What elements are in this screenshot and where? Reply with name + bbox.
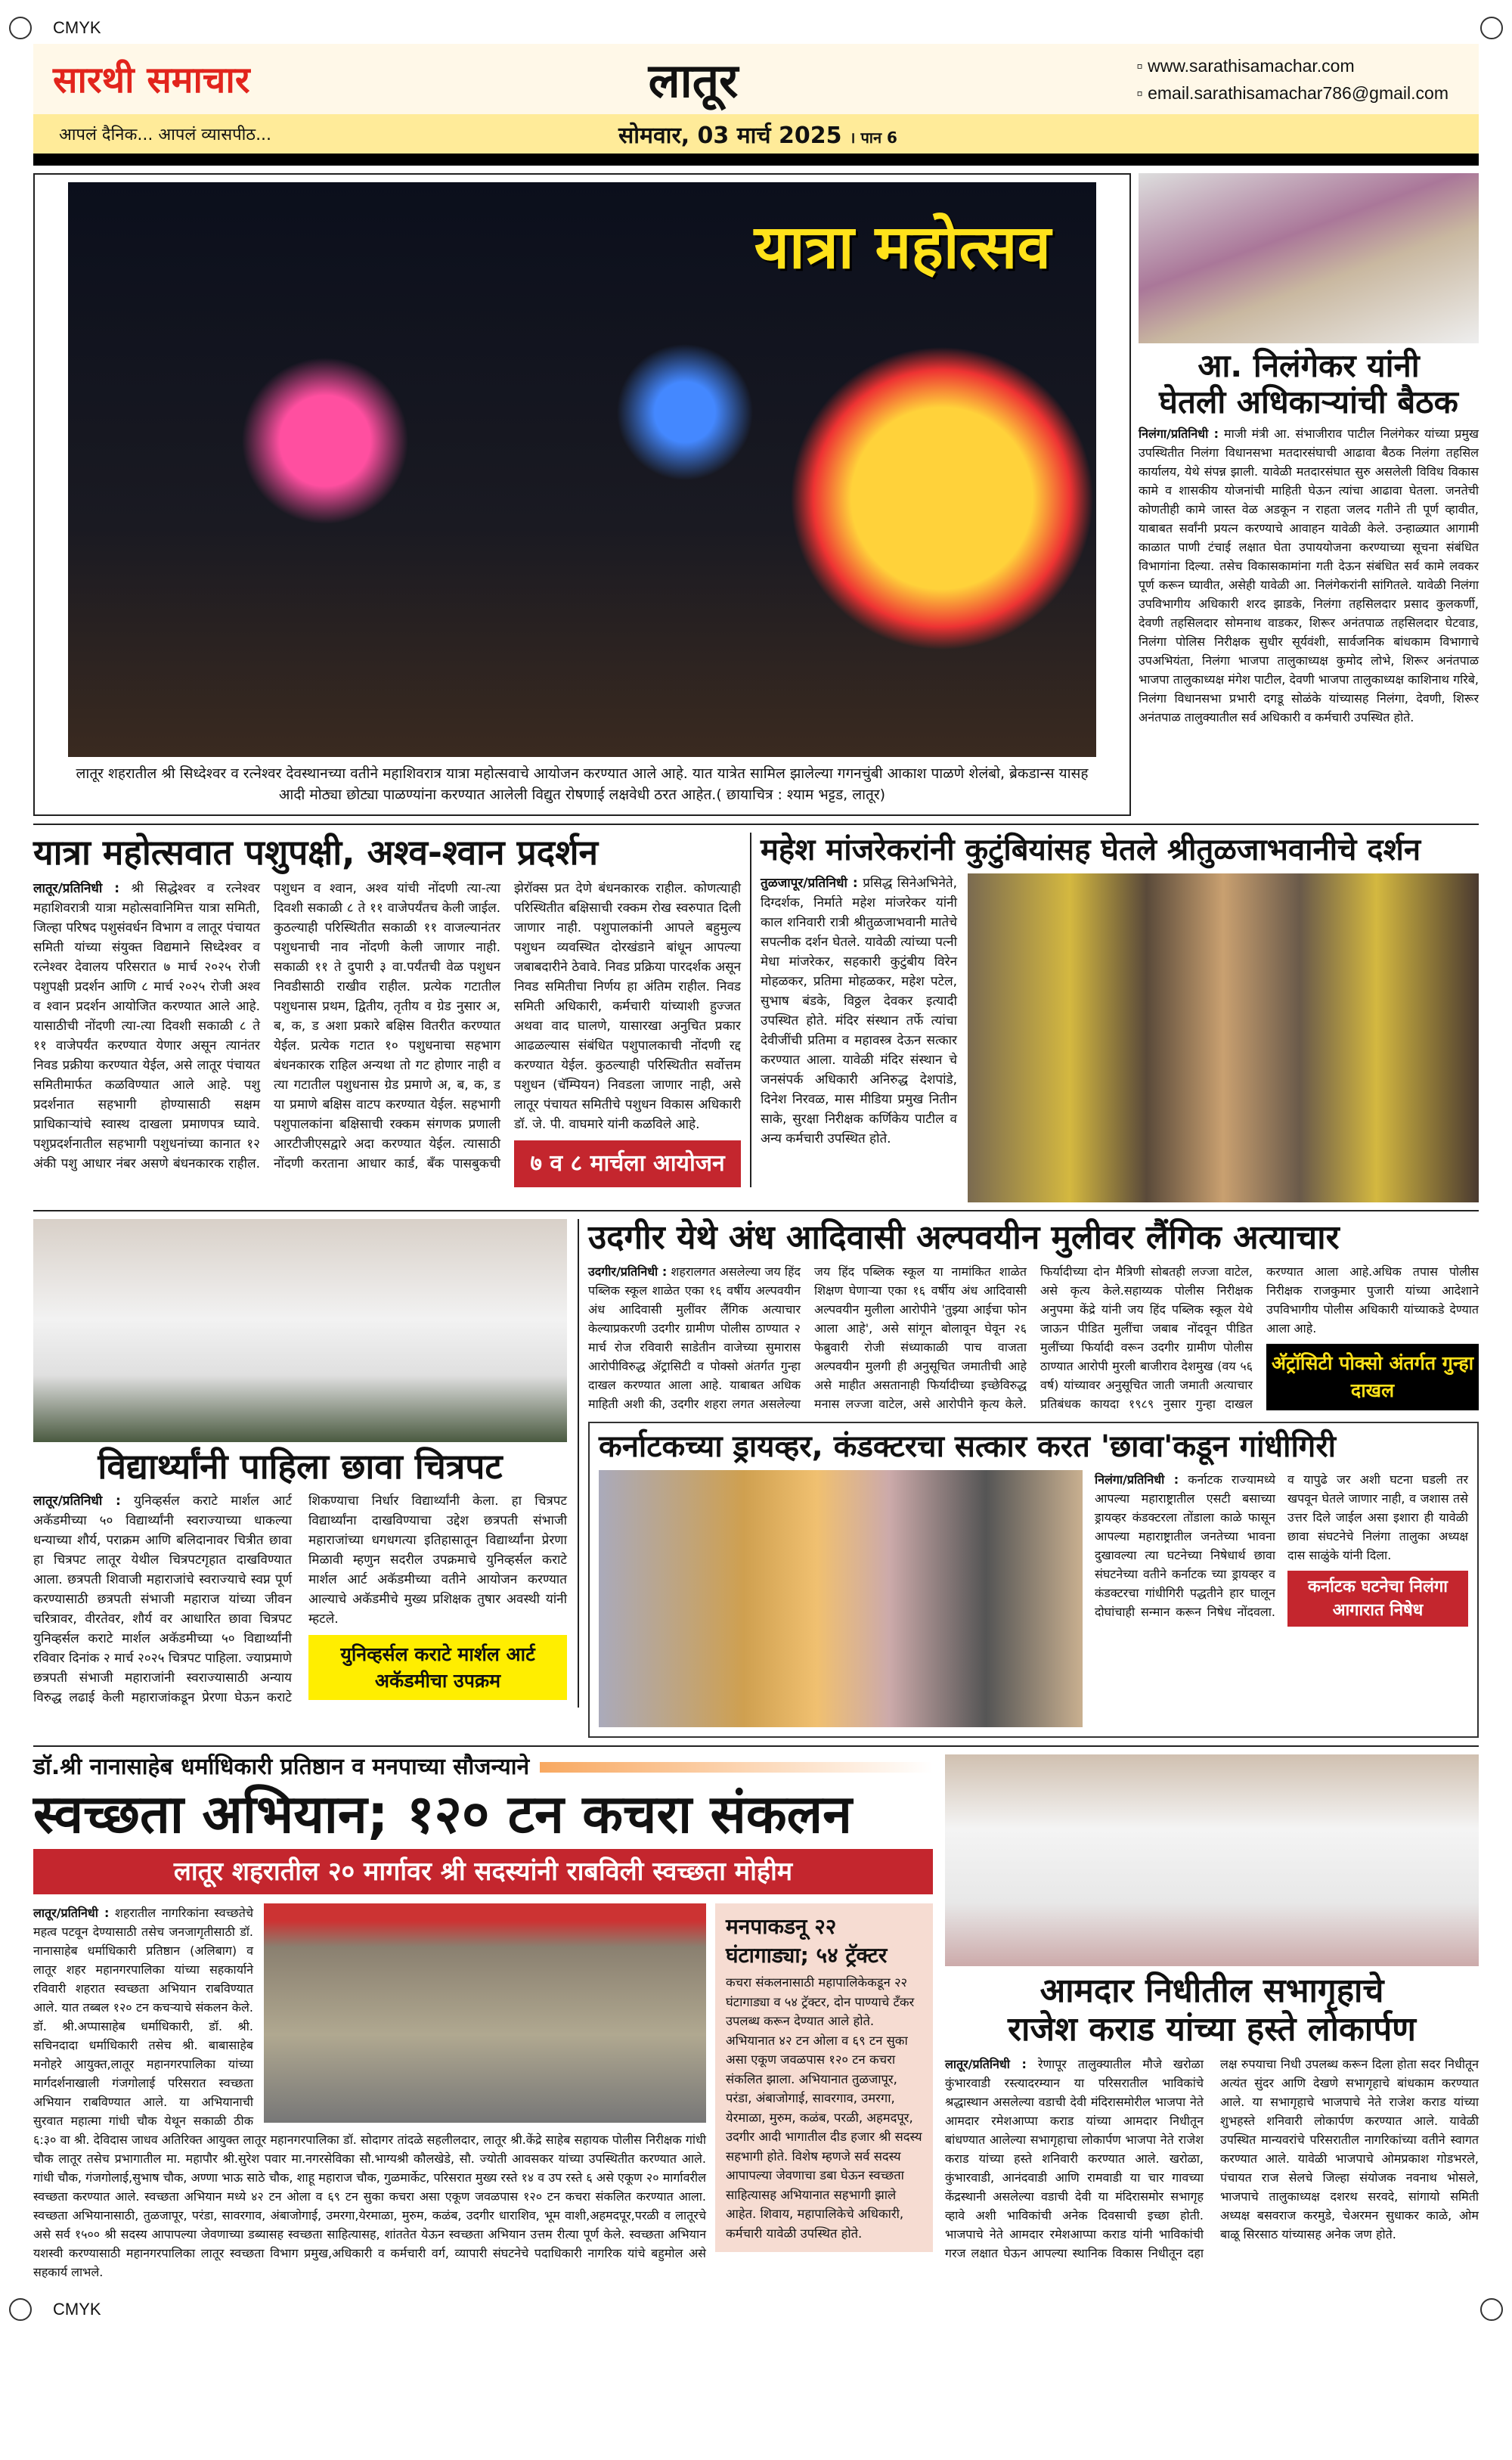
- box-text: कचरा संकलनासाठी महापालिकेकडून २२ घंटागाड्या व ५४ ट्रॅक्टर, दोन पाण्याचे टँकर उपलब्ध करून देण्यात आले होते. अभियानात ४२ टन ओला व ६९ टन सुका असा एकूण जवळपास १२० टन कचरा संकलित झाला. अभियानात तुळजापूर, परंडा, अंबाजोगाई, सावरगाव, उमरगा, येरमाळा, मुरुम, कळंब, परळी, अहमदपूर, उदगीर आदी भागातील दीड हजार श्री सदस्य सहभागी होते. विशेष म्हणजे सर्व सदस्य आपापल्या जेवणाचा डबा घेऊन स्वच्छता साहित्यासह अभियानात सहभागी झाले आहेत. शिवाय, महापालिकेचे अधिकारी, कर्मचारी यावेळी उपस्थित होते.: [726, 1975, 922, 2241]
- article-text: माजी मंत्री आ. संभाजीराव पाटील निलंगेकर यांच्या प्रमुख उपस्थितीत निलंगा विधानसभा मतदारसंघाची आढावा बैठक निलंगा तहसिल कार्यालय, येथे संपन्न झाली. यावेळी मतदारसंघात सुरु असलेली विविध विकास कामे व शासकीय योजनांची माहिती घेऊन त्यांचा आढावा घेतला. जनतेची कोणतीही कामे जास्त वेळ अडकून न राहता जलद गतीने ती पूर्ण व्हावीत, याबाबत सर्वांनी प्रयत्न करण्याचे आवाहन यावेळी केले. उन्हाळ्यात आगामी काळात पाणी टंचाई लक्षात घेता उपाययोजना करण्याच्या सूचना संबंधित विभागांना दिल्या. तसेच विकासकामांना गती देऊन संबंधित सर्व कामे लवकर पूर्ण करून घ्यावीत, असेही यावेळी आ. निलंगेकरांनी सांगितले. यावेळी निलंगा उपविभागीय अधिकारी शरद झाडके, निलंगा तहसिलदार प्रसाद कुलकर्णी, देवणी तहसिलदार सोमनाथ वाडकर, शिरूर अनंतपाळ तहसिलदार घेटवाड, निलंगा पोलिस निरीक्षक सुधीर सूर्यवंशी, सार्वजनिक बांधकाम विभागाचे उपअभियंता, निलंगा भाजपा तालुकाध्यक्ष कुमोद लोभे, शिरूर अनंतपाळ भाजपा तालुकाध्यक्ष मंगेश पाटील, देवणी भाजपा तालुकाध्यक्ष काशिनाथ गरिबे, निलंगा विधानसभा प्रभारी दगडू सोळंके यांच्यासह निलंगा, देवणी, शिरूर अनंतपाळ तालुक्यातील सर्व अधिकारी व कर्मचारी उपस्थित होते.: [1139, 426, 1479, 724]
- headline: कर्नाटकच्या ड्रायव्हर, कंडक्टरचा सत्कार करत 'छावा'कडून गांधीगिरी: [599, 1429, 1337, 1465]
- article-body: [1095, 1470, 1468, 1628]
- subheadline-banner: लातूर शहरातील २० मार्गावर श्री सदस्यांनी राबविली स्वच्छता मोहीम: [33, 1849, 933, 1894]
- article-text: शहरातील नागरिकांना स्वच्छतेचे महत्व पटवून देण्यासाठी तसेच जनजागृतीसाठी डॉ. नानासाहेब धर्माधिकारी प्रतिष्ठान (अलिबाग) व लातूर शहर महानगरपालिका यांच्या सहकार्याने रविवारी शहरात स्वच्छता अभियान राबविण्यात आले. यात तब्बल १२० टन कचऱ्याचे संकलन केले. डॉ. श्री.अप्पासाहेब धर्माधिकारी, डॉ. श्री. सचिनदादा धर्माधिकारी तसेच श्री. बाबासाहेब मनोहरे आयुक्त,लातूर महानगरपालिका यांच्या मार्गदर्शनाखाली गंजगोलाई परिसरात स्वच्छता अभियान राबविण्यात आले. या अभियानाची सुरवात महात्मा गांधी चौक येथून सकाळी ठीक ६:३० वा श्री. देविदास जाधव अतिरिक्त आयुक्त लातूर महानगरपालिका डॉ. सोदागर तांदळे सहलीलदार, लातूर श्री.केंद्रे साहेब सहायक पोलीस निरीक्षक गांधी चौक लातूर तसेच प्रभागातील मा. महापौर श्री.सुरेश पवार मा.नगरसेविका सौ.भाग्यश्री कौलखेडे, सौ. ज्योती आवसकर यांच्या उपस्थितीत करण्यात आले. गांधी चौक, गंजगोलाई,सुभाष चौक, अण्णा भाऊ साठे चौक, शाहू महाराज चौक, गुळमार्केट, परिसरात मुख्य रस्ते १४ व उप रस्ते ६ असे एकूण २० मार्गावरील स्वच्छता करण्यात आले. स्वच्छता अभियान मध्ये ४२ टन ओला व ६९ टन सुका कचरा असा एकूण जवळपास १२० टन कचरा संकलित करण्यात आला. स्वच्छता अभियानासाठी, तुळजापूर, परंडा, सावरगाव, अंबाजोगाई, उमरगा,येरमाळा, मुरुम, कळंब, उदगीर धाराशिव, भूम वाशी,अहमदपूर,परळी व लातूरचे असे सर्व १५०० श्री सदस्य आपापल्या जेवणाच्या डब्यासह स्वच्छता साहित्यासह, शांततेत येऊन स्वच्छता अभियान उत्तम रीत्या पूर्ण केले. स्वच्छता अभियान यशस्वी करण्यासाठी महानगरपालिका लातूर स्वच्छता विभाग प्रमुख,अधिकारी व कर्मचारी वर्ग, व्यापारी संघटनेचे पदाधिकारी नागरिक यांचे बहुमोल असे सहकार्य लाभले.: [33, 1906, 706, 2280]
- dateline: तुळजापूर/प्रतिनिधी :: [761, 876, 858, 891]
- headline: उदगीर येथे अंध आदिवासी अल्पवयीन मुलीवर लैंगिक अत्याचार: [588, 1218, 1340, 1257]
- contact-block: [1137, 52, 1448, 107]
- cmyk-mark: CMYK: [53, 18, 101, 37]
- website-link[interactable]: www.sarathisamachar.com: [1148, 55, 1355, 76]
- dateline: लातूर/प्रतिनिधी :: [945, 2057, 1027, 2072]
- article-content: [761, 873, 1479, 1202]
- decorative-bar: [540, 1762, 933, 1773]
- date-text: सोमवार, 03 मार्च 2025: [618, 122, 842, 149]
- dateline: लातूर/प्रतिनिधी :: [33, 1493, 121, 1509]
- article-text: रेणापूर तालुक्यातील मौजे खरोळा कुंभारवाडी रस्त्यादरम्यान या परिसरातील भाविकांचे श्रद्धास्थान असलेल्या वडाची देवी मंदिरासमोरील भाजपा नेते आमदार रमेशआप्पा कराड यांच्या आमदार निधीतून बांधण्यात आलेल्या सभागृहाचा लोकार्पण भाजपा नेते राजेश कराड यांच्या हस्ते शनिवारी करण्यात आले. खरोळा, कुंभारवाडी, आनंदवाडी आणि रामवाडी या चार गावच्या केंद्रस्थानी असलेल्या वडाची देवी या मंदिरासमोर सभागृह व्हावे अशी भाविकांची अनेक दिवसाची इच्छा होती. भाजपाचे नेते आमदार रमेशआप्पा कराड यांनी भाविकांची गरज लक्षात घेऊन आपल्या स्थानिक विकास निधीतून दहा लक्ष रुपयाचा निधी उपलब्ध करून दिला होता सदर निधीतून अत्यंत सुंदर आणि देखणे सभागृहाचे बांधकाम करण्यात आले. या सभागृहाचे भाजपाचे नेते राजेश कराड यांच्या शुभहस्ते शनिवारी लोकार्पण करण्यात आले. यावेळी उपस्थित मान्यवरांचे परिसरातील नागरिकांच्या वतीने स्वागत करण्यात आले. यावेळी भाजपाचे ओमप्रकाश गोडभरले, पंचायत राज सेलचे जिल्हा संयोजक नवनाथ भोसले, भाजपाचे तालुकाध्यक्ष दशरथ सरवदे, सांगायो समिती अध्यक्ष बसवराज करमुडे, चेअरमन सुधाकर काळे, ओम बाळू सिरसाठ यांच्यासह अनेक जण होते.: [945, 2057, 1479, 2261]
- row-three: [33, 1219, 1479, 1738]
- swachhata-article: [33, 1754, 933, 2282]
- row-four: [33, 1754, 1479, 2282]
- newspaper-page: [33, 44, 1479, 2282]
- sidebar-box: [715, 1903, 933, 2252]
- bullet-icon: ▫: [1136, 82, 1148, 103]
- article-text: युनिव्हर्सल कराटे मार्शल आर्ट अकॅडमीच्या ५० विद्यार्थ्यांनी स्वराज्याच्या धाकल्या धन्याच्या शौर्य, पराक्रम आणि बलिदानावर चित्रीत छावा हा चित्रपट लातूर येथील चित्रपटगृहात दाखविण्यात आला. छत्रपती शिवाजी महाराजांचे स्वराज्याचे स्वप्न पूर्ण करण्यासाठी छत्रपती संभाजी महाराज यांच्या जीवन चरित्रावर, वीरतेवर, शौर्य वर आधारित छावा चित्रपट युनिव्हर्सल कराटे मार्शल अकॅडमीच्या ५० विद्यार्थ्यांनी रविवार दिनांक २ मार्च २०२५ चित्रपट पाहिला. ज्याप्रमाणे छत्रपती संभाजी महाराजांनी स्वराज्यासाठी अन्याय विरुद्ध लढाई केली महाराजांकडून प्रेरणा घेऊन कराटे शिकण्याचा निर्धार विद्यार्थ्यांनी केला. हा चित्रपट विद्यार्थ्यांना दाखविण्याचा उद्देश छत्रपती संभाजी महाराजांच्या धगधगत्या इतिहासातून विद्यार्थ्यांना प्रेरणा मिळावी म्हणुन सदरील उपक्रमाचे युनिव्हर्सल कराटे मार्शल आर्ट अकॅडमीच्या वतीने आयोजन करण्यात आल्याचे अकॅडमीचे मुख्य प्रशिक्षक तुषार अवस्थी यांनी म्हटले.: [33, 1493, 567, 1705]
- row-lead: [33, 173, 1479, 816]
- headline: आमदार निधीतील सभागृहाचे: [1040, 1971, 1384, 2011]
- headline: आ. निलंगेकर यांनी: [1198, 347, 1420, 384]
- article-text: शहरालगत असलेल्या जय हिंद पब्लिक स्कूल शाळेत एका १६ वर्षीय अल्पवयीन अंध आदिवासी मुलींवर लैंगिक अत्याचार केल्याप्रकरणी उदगीर ग्रामीण पोलीस ठाण्यात २ मार्च रोज रविवारी साडेतीन वाजेच्या सुमारास आरोपीविरुद्ध ॲट्रासिटी व पोक्सो अंतर्गत गुन्हा दाखल करण्यात आला आहे. याबाबत अधिक माहिती अशी की, उदगीर शहरा लगत असलेल्या जय हिंद पब्लिक स्कूल या नामांकित शाळेत शिक्षण घेणाऱ्या एका १६ वर्षीय अंध आदिवासी अल्पवयीन मुलीला आरोपीने 'तुझ्या आईचा फोन आला आहे', असे सांगून बोलावून घेवून २६ फेब्रुवारी रोजी संध्याकाळी पाच वाजता अल्पवयीन मुलगी ही अनुसूचित जमातीची आहे असे माहीत असतानाही फिर्यादीच्या इच्छेविरुद्ध मनास लज्जा वाटेल, असे आरोपीने कृत्य केले. फिर्यादीच्या दोन मैत्रिणी सोबतही लज्जा वाटेल, असे कृत्य केले.सहाय्यक पोलीस निरीक्षक अनुपमा केंद्रे यांनी जय हिंद पब्लिक स्कूल येथे जाऊन पीडित मुलींचा जबाब नोंदवून पीडित मुलींच्या फिर्यादी वरून उदगीर ग्रामीण पोलीस ठाण्यात आरोपी मुरली बाजीराव देशमुख (वय ५६ वर्ष) यांच्यावर अनुसूचित जाती जमाती अत्याचार प्रतिबंधक कायदा १९८९ नुसार गुन्हा दाखल करण्यात आला आहे.अधिक तपास पोलीस निरीक्षक राजकुमार पुजारी यांच्या आदेशाने उपविभागीय पोलीस अधिकारी यांच्याकडे देण्यात आला आहे.: [588, 1264, 1479, 1411]
- cleanup-drive-photo: [264, 1903, 706, 2123]
- inauguration-photo: [945, 1754, 1479, 1966]
- email-link[interactable]: email.sarathisamachar786@gmail.com: [1148, 82, 1448, 103]
- right-stack: [579, 1219, 1479, 1738]
- pashupakshi-article: [33, 833, 751, 1187]
- dateline: लातूर/प्रतिनिधी :: [33, 880, 119, 896]
- masthead: [33, 44, 1479, 114]
- registration-mark-icon: [1480, 17, 1503, 39]
- headline: विद्यार्थ्यांनी पाहिला छावा चित्रपट: [98, 1446, 503, 1487]
- bullet-icon: ▫: [1136, 55, 1148, 76]
- article-content: [599, 1470, 1468, 1727]
- print-marks: [0, 0, 1512, 44]
- udgir-article: [588, 1219, 1479, 1414]
- article-text: कर्नाटक राज्यामध्ये आपल्या महाराष्ट्रातील एसटी बसाच्या ड्रायव्हर कंडक्टरला तोंडाला काळे फासून आपल्या महाराष्ट्रातील जनतेच्या भावना दुखावल्या त्या घटनेच्या निषेधार्थ छावा संघटनेच्या वतीने कर्नाटक च्या ड्रायव्हर व कंडक्टरचा गांधीगिरी पद्धतीने हार घालून दोघांचाही सन्मान करून निषेध नोंदवला. व यापुढे जर अशी घटना घडली तर खपवून घेतले जाणार नाही, व जशास तसे उत्तर दिले जाईल असा इशारा ही यावेळी छावा संघटनेचे निलंगा तालुका अध्यक्ष दास साळुंके यांनी दिला.: [1095, 1472, 1468, 1620]
- article-body: [33, 1491, 567, 1708]
- headline: यात्रा महोत्सवात पशुपक्षी, अश्व-श्वान प्रदर्शन: [33, 832, 599, 873]
- article-body: [761, 873, 957, 1149]
- article-body: [588, 1262, 1479, 1415]
- temple-darshan-photo: [968, 873, 1479, 1202]
- tagline: आपलं दैनिक... आपलं व्यासपीठ...: [59, 126, 272, 144]
- highlight-box: ७ व ८ मार्चला आयोजन: [514, 1140, 741, 1187]
- section-divider: [33, 1210, 1479, 1211]
- dateline: लातूर/प्रतिनिधी :: [33, 1906, 110, 1921]
- nilangekar-article: [1139, 173, 1479, 727]
- karnataka-article: [588, 1422, 1479, 1738]
- page-number: । पान 6: [849, 128, 897, 147]
- row-two: [33, 833, 1479, 1202]
- registration-mark-icon: [9, 2298, 32, 2321]
- article-body: [945, 2055, 1479, 2263]
- kicker: डॉ.श्री नानासाहेब धर्माधिकारी प्रतिष्ठान व मनपाच्या सौजन्याने: [33, 1754, 530, 1781]
- registration-mark-icon: [1480, 2298, 1503, 2321]
- registration-mark-icon: [9, 17, 32, 39]
- dateline: निलंगा/प्रतिनिधी :: [1095, 1472, 1179, 1487]
- karate-students-photo: [33, 1219, 567, 1442]
- section-divider: [33, 824, 1479, 825]
- headline: स्वच्छता अभियान; १२० टन कचरा संकलन: [33, 1782, 852, 1845]
- highlight-box: कर्नाटक घटनेचा निलंगा आगारात निषेध: [1287, 1571, 1468, 1627]
- kicker-row: [33, 1754, 933, 1781]
- article-body: [1139, 424, 1479, 727]
- cmyk-mark: CMYK: [53, 2300, 101, 2319]
- headline: महेश मांजरेकरांनी कुटुंबियांसह घेतले श्रीतुळजाभवानीचे दर्शन: [761, 833, 1421, 867]
- fair-night-photo: [68, 182, 1096, 757]
- masthead-band: [33, 114, 1479, 154]
- article-body: [33, 1903, 706, 2282]
- dateline: उदगीर/प्रतिनिधी :: [588, 1264, 668, 1279]
- photo-caption: लातूर शहरातील श्री सिध्देश्वर व रत्नेश्वर देवस्थानच्या वतीने महाशिवरात्र यात्रा महोत्सवाचे आयोजन करण्यात आले आहे. यात यात्रेत सामिल झालेल्या गगनचुंबी आकाश पाळणे शेलंबो, ब्रेकडान्स यासह आदी मोठ्या छोट्या पाळण्यांना करण्यात आलेली विद्युत रोषणाई लक्षवेधी ठरत आहेत.( छायाचित्र : श्याम भट्टड, लातूर): [76, 765, 1089, 803]
- chhava-article: [33, 1219, 579, 1708]
- headline: घेतली अधिकाऱ्यांची बैठक: [1159, 383, 1458, 421]
- karad-article: [945, 1754, 1479, 2263]
- photo-title: यात्रा महोत्सव: [754, 212, 1051, 282]
- felicitation-photo: [599, 1470, 1083, 1727]
- highlight-box: अ‍ॅट्रॉसिटी पोक्सो अंतर्गत गुन्हा दाखल: [1266, 1344, 1479, 1410]
- headline: राजेश कराड यांच्या हस्ते लोकार्पण: [1008, 2009, 1416, 2049]
- article-text: श्री सिद्धेश्वर व रत्नेश्वर महाशिवरात्री यात्रा महोत्सवानिमित्त यात्रा समिती, जिल्हा परिषद पशुसंवर्धन विभाग व लातूर पंचायत समिती यांच्या संयुक्त विद्यमाने सिध्देश्वर व रत्नेश्वर देवालय परिसरात ७ मार्च २०२५ रोजी पशुपक्षी प्रदर्शन आणि ८ मार्च २०२५ रोजी अश्व व श्वान प्रदर्शन आयोजित करण्यात आले आहे. यासाठीची नोंदणी त्या-त्या दिवशी सकाळी ८ ते ११ वाजेपर्यंत करण्यात येणार असून त्यानंतर निवड प्रक्रीया करण्यात येईल, असे लातूर पंचायत समितीमार्फत कळविण्यात आले आहे. पशु प्रदर्शनात सहभागी होण्यासाठी सक्षम प्राधिकाऱ्यांचे स्वास्थ दाखला प्रमाणपत्र घ्यावे. पशुप्रदर्शनातील सहभागी पशुधनांच्या कानात १२ अंकी पशु आधार नंबर असणे बंधनकारक राहील. पशुधन व श्वान, अश्व यांची नोंदणी त्या-त्या दिवशी सकाळी ८ ते ११ वाजेपर्यंतच केली जाईल. कुठल्याही परिस्थितीत सकाळी ११ वाजल्यानंतर पशुधनाची नाव नोंदणी केली जाणार नाही. सकाळी ११ ते दुपारी ३ वा.पर्यंतची वेळ पशुधन निवडीसाठी राखीव राहील. प्रत्येक गटातील पशुधनास प्रथम, द्वितीय, तृतीय व ग्रेड नुसार अ, ब, क, ड अशा प्रकारे बक्षिस वितरीत करण्यात येईल. प्रत्येक गटात १० पशुधनाचा सहभाग बंधनकारक राहिल अन्यथा तो गट होणार नाही व त्या गटातील पशुधनास ग्रेड प्रमाणे अ, ब, क, ड या प्रमाणे बक्षिस वाटप करण्यात येईल. सहभागी पशुपालकांना बक्षिसाची रक्कम संगणक प्रणाली आरटीजीएसद्वारे अदा करण्यात येईल. त्यासाठी नोंदणी करताना आधार कार्ड, बँक पासबुकची झेरॉक्स प्रत देणे बंधनकारक राहील. कोणत्याही परिस्थितीत बक्षिसाची रक्कम रोख स्वरुपात दिली जाणार नाही. पशुपालकांनी आपले बहुमुल्य पशुधन व्यवस्थित दोरखंडाने बांधून आपल्या जबाबदारीने ठेवावे. निवड प्रक्रिया पारदर्शक असून निवड समितीचा निर्णय हा अंतिम राहील. निवड समिती अधिकारी, कर्मचारी यांच्याशी हुज्जत अथवा वाद घालणे, यासारखा अनुचित प्रकार आढळल्यास संबंधित पशुपालकाची नोंदणी रद्द करण्यात येईल. कुठल्याही परिस्थितीत सर्वोत्तम पशुधन (चॅम्पियन) निवडला जाणार नाही, असे लातूर पंचायत समितीचे पशुधन विकास अधिकारी डॉ. जे. पी. वाघमारे यांनी कळविले आहे.: [33, 880, 741, 1171]
- print-marks-bottom: [0, 2288, 1512, 2331]
- box-title: मनपाकडनू २२ घंटागाड्या; ५४ ट्रॅक्टर: [726, 1914, 888, 1968]
- newspaper-logo: सारथी समाचार: [53, 59, 250, 101]
- article-body: [33, 879, 741, 1187]
- article-content: [33, 1903, 933, 2282]
- article-text: प्रसिद्ध सिनेअभिनेते, दिग्दर्शक, निर्माते महेश मांजरेकर यांनी काल शनिवारी रात्री श्रीतुळजाभवानी मातेचे सपत्नीक दर्शन घेतले. यावेळी त्यांच्या पत्नी मेधा मांजरेकर, सहकारी कुटुंबीय विरेन मोहळकर, प्रतिमा मोहळकर, महेश पटेल, सुभाष बंडके, विठ्ठल देवकर इत्यादी उपस्थित होते. मंदिर संस्थान तर्फे त्यांचा देवीजींची प्रतिमा व महावस्त्र देऊन सत्कार करण्यात आला. यावेळी मंदिर संस्थान चे जनसंपर्क अधिकारी अनिरुद्ध देशपांडे, दिनेश निरवळ, मास मीडिया प्रमुख नितीन साके, सुरक्षा निरीक्षक कर्णिकेय पाटील व अन्य कर्मचारी उपस्थित होते.: [761, 876, 958, 1146]
- section-divider: [33, 1745, 1479, 1747]
- dateline: निलंगा/प्रतिनिधी :: [1139, 426, 1219, 441]
- highlight-box: युनिव्हर्सल कराटे मार्शल आर्ट अकॅडमीचा उपक्रम: [308, 1635, 567, 1700]
- edition-city: लातूर: [648, 52, 739, 108]
- manjrekar-article: [751, 833, 1479, 1202]
- lead-photo-frame: [33, 173, 1131, 816]
- meeting-photo: [1139, 173, 1479, 343]
- issue-date: [618, 119, 897, 150]
